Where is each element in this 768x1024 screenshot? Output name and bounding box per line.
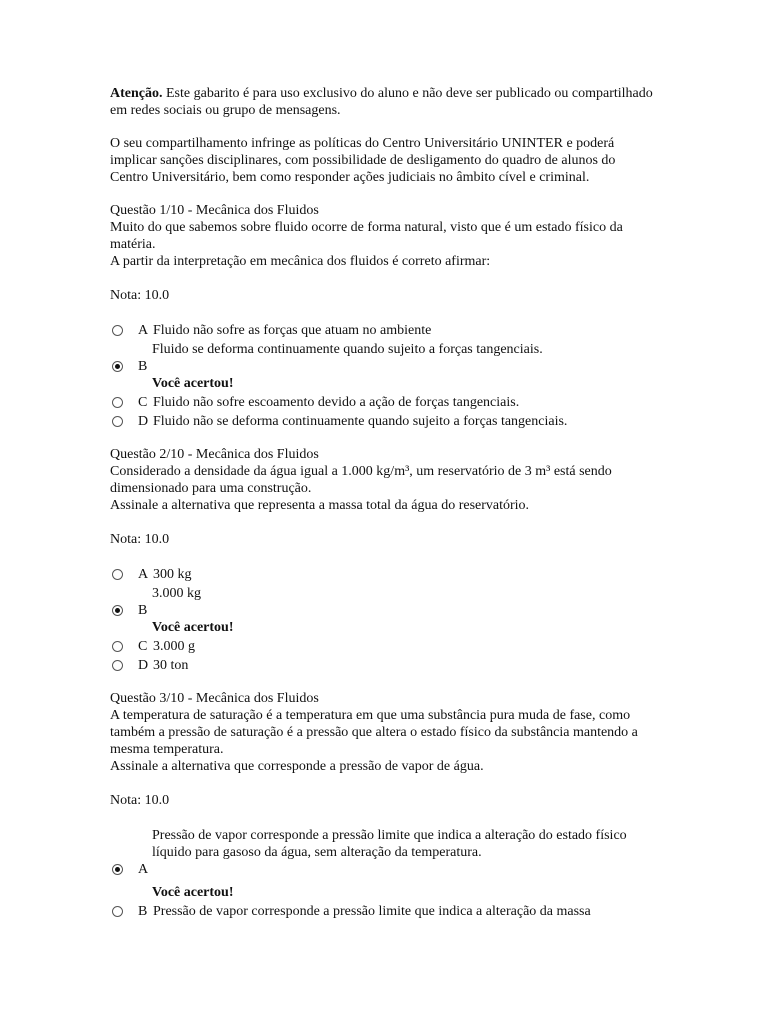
question-header: Questão 1/10 - Mecânica dos Fluidos bbox=[110, 203, 319, 218]
question-text: Muito do que sabemos sobre fluido ocorre de forma natural, visto que é um estado físico da matéria. bbox=[110, 220, 623, 252]
option-letter: A bbox=[138, 323, 149, 338]
option-letter: A bbox=[138, 567, 149, 582]
option-letter: C bbox=[138, 395, 148, 410]
option-c[interactable] bbox=[110, 394, 655, 411]
option-letter: C bbox=[138, 639, 148, 654]
option-text: Fluido não se deforma continuamente quando sujeito a forças tangenciais. bbox=[153, 414, 568, 429]
option-text: 3.000 kg bbox=[152, 586, 201, 601]
option-d[interactable] bbox=[110, 657, 655, 674]
notice-block bbox=[110, 85, 655, 186]
option-text: 3.000 g bbox=[153, 639, 195, 654]
option-letter: B bbox=[138, 904, 148, 919]
correct-feedback: Você acertou! bbox=[152, 376, 234, 391]
options-list bbox=[110, 322, 655, 430]
option-text: Fluido se deforma continuamente quando sujeito a forças tangenciais. bbox=[152, 342, 543, 357]
option-text: Fluido não sofre as forças que atuam no ambiente bbox=[153, 323, 432, 338]
question-prompt: Assinale a alternativa que representa a massa total da água do reservatório. bbox=[110, 498, 530, 513]
option-a[interactable] bbox=[110, 566, 655, 583]
option-b[interactable] bbox=[110, 585, 655, 636]
question-1 bbox=[110, 202, 655, 430]
option-letter: D bbox=[138, 414, 149, 429]
radio-button-selected[interactable] bbox=[112, 864, 123, 875]
correct-feedback: Você acertou! bbox=[152, 885, 234, 900]
option-b[interactable] bbox=[110, 341, 655, 392]
radio-button-selected[interactable] bbox=[112, 605, 123, 616]
option-d[interactable] bbox=[110, 413, 655, 430]
question-text: Considerado a densidade da água igual a 1.000 kg/m³, um reservatório de 3 m³ está sendo dimensionado para uma construção. bbox=[110, 464, 612, 496]
options-list bbox=[110, 566, 655, 674]
radio-button[interactable] bbox=[112, 397, 123, 408]
notice-paragraph bbox=[110, 85, 655, 119]
notice-text: Este gabarito é para uso exclusivo do aluno e não deve ser publicado ou compartilhado em redes sociais ou grupo de mensagens. bbox=[110, 86, 653, 118]
option-b[interactable] bbox=[110, 903, 655, 920]
option-a[interactable] bbox=[110, 827, 655, 901]
radio-button[interactable] bbox=[112, 641, 123, 652]
correct-feedback: Você acertou! bbox=[152, 620, 234, 635]
question-prompt: Assinale a alternativa que corresponde a pressão de vapor de água. bbox=[110, 759, 484, 774]
option-text: Pressão de vapor corresponde a pressão limite que indica a alteração do estado físico líquido para gasoso da água, sem alteração da temperatura. bbox=[152, 828, 627, 860]
question-score: Nota: 10.0 bbox=[110, 288, 170, 303]
radio-button[interactable] bbox=[112, 325, 123, 336]
question-3 bbox=[110, 690, 655, 920]
radio-button[interactable] bbox=[112, 906, 123, 917]
option-text: Fluido não sofre escoamento devido a ação de forças tangenciais. bbox=[153, 395, 520, 410]
question-score: Nota: 10.0 bbox=[110, 793, 170, 808]
notice-policy: O seu compartilhamento infringe as políticas do Centro Universitário UNINTER e poderá implicar sanções disciplinares, com possibilidade de desligamento do quadro de alunos do Centro Universitário, bem como responder ações judiciais no âmbito cível e criminal. bbox=[110, 136, 616, 185]
question-score: Nota: 10.0 bbox=[110, 532, 170, 547]
question-2 bbox=[110, 446, 655, 674]
option-letter: D bbox=[138, 658, 149, 673]
notice-lead: Atenção. bbox=[110, 86, 163, 101]
option-letter: B bbox=[138, 359, 148, 374]
option-text: 300 kg bbox=[153, 567, 192, 582]
option-text: 30 ton bbox=[153, 658, 189, 673]
option-a[interactable] bbox=[110, 322, 655, 339]
option-text: Pressão de vapor corresponde a pressão limite que indica a alteração da massa bbox=[153, 904, 591, 919]
options-list bbox=[110, 827, 655, 920]
radio-button[interactable] bbox=[112, 660, 123, 671]
question-header: Questão 3/10 - Mecânica dos Fluidos bbox=[110, 691, 319, 706]
option-letter: A bbox=[138, 862, 149, 877]
document-page bbox=[110, 85, 655, 936]
radio-button[interactable] bbox=[112, 416, 123, 427]
option-letter: B bbox=[138, 603, 148, 618]
question-prompt: A partir da interpretação em mecânica dos fluidos é correto afirmar: bbox=[110, 254, 491, 269]
radio-button[interactable] bbox=[112, 569, 123, 580]
option-c[interactable] bbox=[110, 638, 655, 655]
question-header: Questão 2/10 - Mecânica dos Fluidos bbox=[110, 447, 319, 462]
question-text: A temperatura de saturação é a temperatura em que uma substância pura muda de fase, como também a pressão de saturação é a pressão que altera o estado físico da substância mantendo a mesma temperatura. bbox=[110, 708, 638, 757]
radio-button-selected[interactable] bbox=[112, 361, 123, 372]
